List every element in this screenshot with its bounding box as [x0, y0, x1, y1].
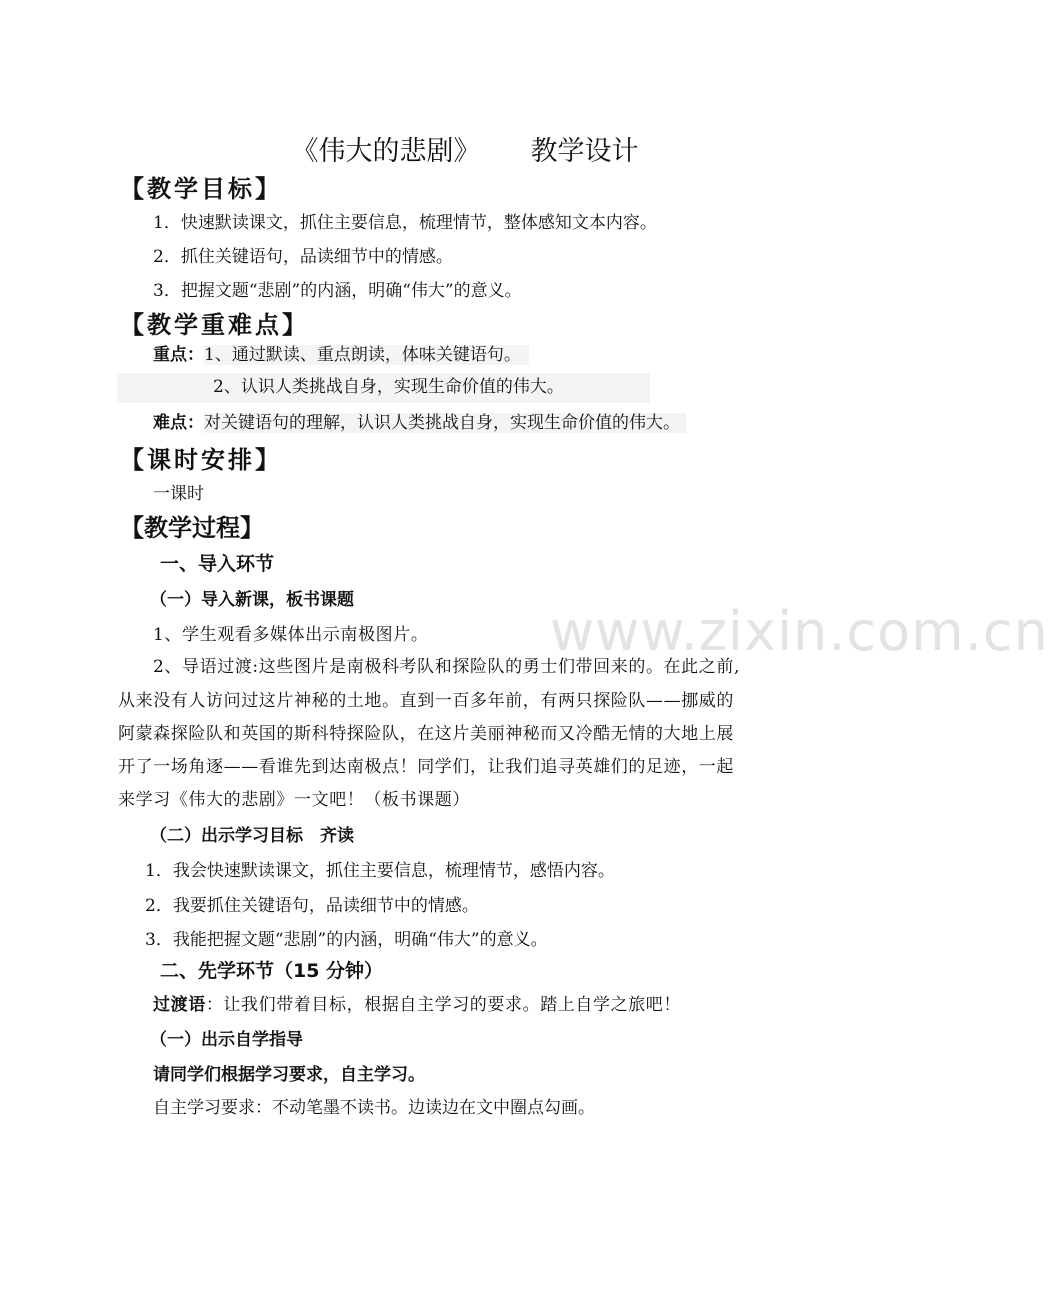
focus-label: 重点：	[153, 345, 204, 365]
title-sub: 教学设计	[530, 136, 639, 167]
section1-p1: 1、学生观看多媒体出示南极图片。	[153, 625, 429, 645]
goal-item-2: 2．抓住关键语句，品读细节中的情感。	[153, 247, 453, 267]
intro-line-4: 开了一场角逐——看谁先到达南极点！同学们，让我们追寻英雄们的足迹，一起	[118, 757, 734, 777]
watermark: www.zixin.com.cn	[550, 600, 1049, 663]
schedule-heading: 【课时安排】	[120, 446, 282, 474]
self-study-requirement: 自主学习要求：不动笔墨不读书。边读边在文中圈点勾画。	[153, 1098, 595, 1118]
transition-line	[153, 995, 681, 1015]
process-heading: 【教学过程】	[120, 514, 264, 542]
section1-sub1: （一）导入新课，板书课题	[150, 590, 354, 610]
section1-sub2: （二）出示学习目标 齐读	[150, 826, 354, 846]
transition-text: ：让我们带着目标，根据自主学习的要求。踏上自学之旅吧！	[205, 995, 682, 1015]
difficulty-text: 对关键语句的理解，认识人类挑战自身，实现生命价值的伟大。	[204, 413, 686, 433]
focus-text-1: 1、通过默读、重点朗读，体味关键语句。	[204, 345, 529, 365]
section2-bold-line: 请同学们根据学习要求，自主学习。	[153, 1065, 425, 1085]
section1-heading: 一、导入环节	[160, 553, 275, 575]
key-points-heading: 【教学重难点】	[120, 311, 309, 339]
title-main: 《伟大的悲剧》	[291, 136, 481, 167]
learning-goal-3: 3．我能把握文题“悲剧”的内涵，明确“伟大”的意义。	[145, 930, 548, 950]
transition-label: 过渡语	[153, 995, 206, 1015]
schedule-text: 一课时	[153, 484, 204, 504]
learning-goal-1: 1．我会快速默读课文，抓住主要信息，梳理情节，感悟内容。	[145, 861, 615, 881]
section2-heading: 二、先学环节（15 分钟）	[160, 960, 384, 982]
intro-line-3: 阿蒙森探险队和英国的斯科特探险队，在这片美丽神秘而又冷酷无情的大地上展	[118, 724, 734, 744]
document-title	[0, 136, 920, 168]
intro-line-5: 来学习《伟大的悲剧》一文吧！（板书课题）	[118, 790, 470, 810]
intro-line-1: 2、导语过渡:这些图片是南极科考队和探险队的勇士们带回来的。在此之前,	[153, 657, 740, 677]
section2-sub1: （一）出示自学指导	[150, 1030, 303, 1050]
goal-item-1: 1．快速默读课文，抓住主要信息，梳理情节，整体感知文本内容。	[153, 213, 657, 233]
learning-goal-2: 2．我要抓住关键语句，品读细节中的情感。	[145, 896, 479, 916]
goals-heading: 【教学目标】	[120, 175, 282, 203]
intro-line-2: 从来没有人访问过这片神秘的土地。直到一百多年前，有两只探险队——挪威的	[118, 691, 734, 711]
difficulty-label: 难点：	[153, 413, 204, 433]
focus-line-1	[153, 345, 529, 365]
goal-item-3: 3．把握文题“悲剧”的内涵，明确“伟大”的意义。	[153, 281, 522, 301]
focus-line-2: 2、认识人类挑战自身，实现生命价值的伟大。	[117, 373, 650, 403]
difficulty-line	[153, 413, 686, 433]
